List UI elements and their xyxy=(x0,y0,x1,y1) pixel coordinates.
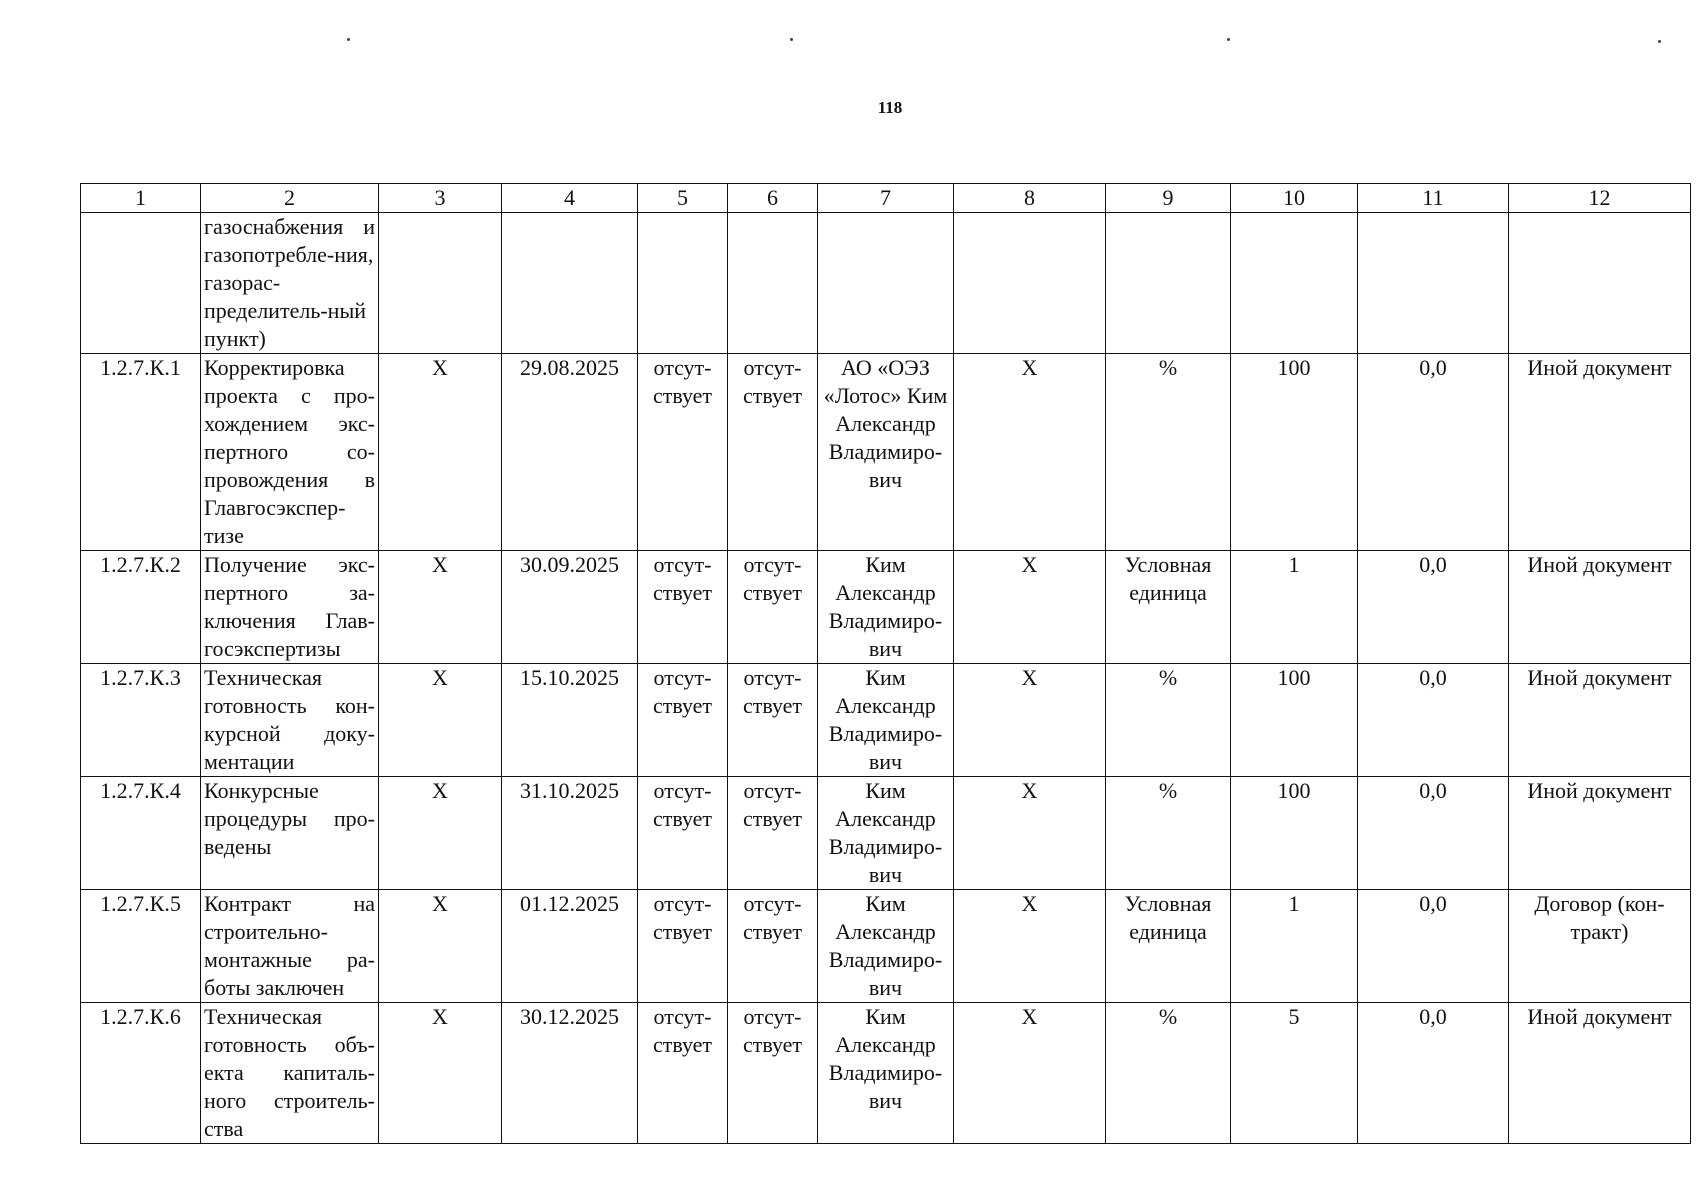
status-cell: отсут-ствует xyxy=(638,551,728,664)
continuation-row xyxy=(81,213,1691,354)
table-row xyxy=(81,1003,1691,1144)
document-cell: Договор (кон-тракт) xyxy=(1509,890,1691,1003)
mark-cell: X xyxy=(954,551,1106,664)
amount-cell: 0,0 xyxy=(1358,551,1509,664)
scan-speck xyxy=(1227,38,1230,41)
status-cell: отсут-ствует xyxy=(728,890,818,1003)
responsible-cell: Ким Александр Владимиро-вич xyxy=(818,551,954,664)
mark-cell: X xyxy=(379,1003,502,1144)
table-row xyxy=(81,354,1691,551)
status-cell: отсут-ствует xyxy=(638,354,728,551)
table-row xyxy=(81,664,1691,777)
column-number: 1 xyxy=(81,184,201,213)
description-cell: Техническая готовность объ-екта капиталь-ного строитель-ства xyxy=(201,1003,379,1144)
unit-cell: Условная единица xyxy=(1106,890,1231,1003)
unit-cell: % xyxy=(1106,354,1231,551)
code-cell: 1.2.7.К.3 xyxy=(81,664,201,777)
table-row xyxy=(81,777,1691,890)
code-cell: 1.2.7.К.6 xyxy=(81,1003,201,1144)
status-cell: отсут-ствует xyxy=(728,551,818,664)
empty-cell xyxy=(1231,213,1358,354)
date-cell: 30.09.2025 xyxy=(502,551,638,664)
column-number: 3 xyxy=(379,184,502,213)
mark-cell: X xyxy=(954,1003,1106,1144)
empty-cell xyxy=(1106,213,1231,354)
unit-cell: % xyxy=(1106,777,1231,890)
status-cell: отсут-ствует xyxy=(638,1003,728,1144)
empty-cell xyxy=(1358,213,1509,354)
document-cell: Иной документ xyxy=(1509,354,1691,551)
date-cell: 31.10.2025 xyxy=(502,777,638,890)
mark-cell: X xyxy=(954,890,1106,1003)
date-cell: 30.12.2025 xyxy=(502,1003,638,1144)
code-cell: 1.2.7.К.1 xyxy=(81,354,201,551)
scan-speck xyxy=(1658,40,1661,43)
scan-speck xyxy=(790,38,793,41)
code-cell: 1.2.7.К.4 xyxy=(81,777,201,890)
description-cell: Контракт на строительно-монтажные ра-боты заключен xyxy=(201,890,379,1003)
value-cell: 5 xyxy=(1231,1003,1358,1144)
status-cell: отсут-ствует xyxy=(638,664,728,777)
column-number: 10 xyxy=(1231,184,1358,213)
responsible-cell: Ким Александр Владимиро-вич xyxy=(818,890,954,1003)
status-cell: отсут-ствует xyxy=(728,1003,818,1144)
column-number: 12 xyxy=(1509,184,1691,213)
mark-cell: X xyxy=(954,777,1106,890)
value-cell: 1 xyxy=(1231,551,1358,664)
status-cell: отсут-ствует xyxy=(728,777,818,890)
empty-cell xyxy=(379,213,502,354)
responsible-cell: Ким Александр Владимиро-вич xyxy=(818,777,954,890)
document-cell: Иной документ xyxy=(1509,1003,1691,1144)
column-number: 2 xyxy=(201,184,379,213)
empty-cell xyxy=(954,213,1106,354)
description-cell: газоснабжения и газопотребле-ния, газорас-пределитель-ный пункт) xyxy=(201,213,379,354)
responsible-cell: Ким Александр Владимиро-вич xyxy=(818,664,954,777)
description-cell: Техническая готовность кон-курсной доку-ментации xyxy=(201,664,379,777)
scan-speck xyxy=(347,38,350,41)
plan-table xyxy=(80,183,1691,1144)
table-row xyxy=(81,890,1691,1003)
status-cell: отсут-ствует xyxy=(638,777,728,890)
column-number: 7 xyxy=(818,184,954,213)
description-cell: Корректировка проекта с про-хождением экс-пертного со-провождения в Главгосэкспер-тизе xyxy=(201,354,379,551)
column-number: 5 xyxy=(638,184,728,213)
empty-cell xyxy=(818,213,954,354)
description-cell: Конкурсные процедуры про-ведены xyxy=(201,777,379,890)
date-cell: 29.08.2025 xyxy=(502,354,638,551)
document-cell: Иной документ xyxy=(1509,777,1691,890)
value-cell: 100 xyxy=(1231,664,1358,777)
empty-cell xyxy=(1509,213,1691,354)
mark-cell: X xyxy=(379,551,502,664)
column-number: 6 xyxy=(728,184,818,213)
code-cell: 1.2.7.К.5 xyxy=(81,890,201,1003)
column-number: 4 xyxy=(502,184,638,213)
column-number: 11 xyxy=(1358,184,1509,213)
responsible-cell: АО «ОЭЗ «Лотос» Ким Александр Владимиро-вич xyxy=(818,354,954,551)
description-cell: Получение экс-пертного за-ключения Глав-госэкспертизы xyxy=(201,551,379,664)
document-cell: Иной документ xyxy=(1509,664,1691,777)
amount-cell: 0,0 xyxy=(1358,777,1509,890)
mark-cell: X xyxy=(379,890,502,1003)
date-cell: 01.12.2025 xyxy=(502,890,638,1003)
mark-cell: X xyxy=(954,354,1106,551)
value-cell: 100 xyxy=(1231,777,1358,890)
code-cell: 1.2.7.К.2 xyxy=(81,551,201,664)
responsible-cell: Ким Александр Владимиро-вич xyxy=(818,1003,954,1144)
column-number: 8 xyxy=(954,184,1106,213)
amount-cell: 0,0 xyxy=(1358,664,1509,777)
value-cell: 100 xyxy=(1231,354,1358,551)
mark-cell: X xyxy=(379,354,502,551)
amount-cell: 0,0 xyxy=(1358,354,1509,551)
code-cell xyxy=(81,213,201,354)
column-number-row xyxy=(81,184,1691,213)
status-cell: отсут-ствует xyxy=(638,890,728,1003)
empty-cell xyxy=(502,213,638,354)
unit-cell: Условная единица xyxy=(1106,551,1231,664)
unit-cell: % xyxy=(1106,1003,1231,1144)
mark-cell: X xyxy=(954,664,1106,777)
mark-cell: X xyxy=(379,664,502,777)
empty-cell xyxy=(728,213,818,354)
column-number: 9 xyxy=(1106,184,1231,213)
status-cell: отсут-ствует xyxy=(728,354,818,551)
value-cell: 1 xyxy=(1231,890,1358,1003)
date-cell: 15.10.2025 xyxy=(502,664,638,777)
mark-cell: X xyxy=(379,777,502,890)
document-cell: Иной документ xyxy=(1509,551,1691,664)
amount-cell: 0,0 xyxy=(1358,890,1509,1003)
table-row xyxy=(81,551,1691,664)
unit-cell: % xyxy=(1106,664,1231,777)
status-cell: отсут-ствует xyxy=(728,664,818,777)
empty-cell xyxy=(638,213,728,354)
amount-cell: 0,0 xyxy=(1358,1003,1509,1144)
page-number: 118 xyxy=(877,98,903,117)
